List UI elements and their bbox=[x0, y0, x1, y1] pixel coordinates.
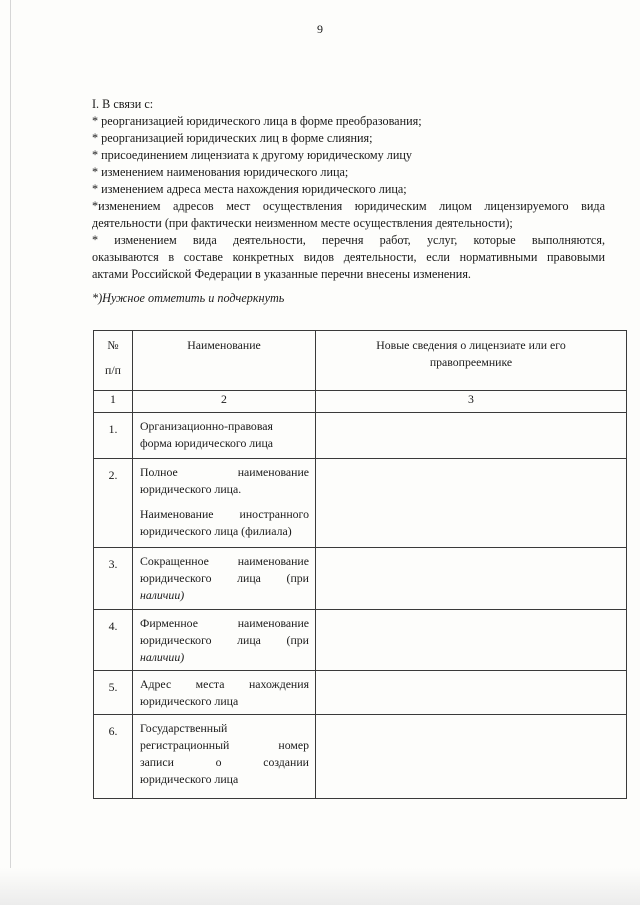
row-value-cell[interactable] bbox=[316, 715, 627, 799]
page-number: 9 bbox=[317, 22, 323, 36]
intro-item: * изменением адреса места нахождения юридического лица; bbox=[92, 182, 407, 196]
table-row bbox=[94, 459, 627, 548]
index-cell: 1 bbox=[94, 391, 133, 413]
row-label-line: Сокращенное наименование bbox=[140, 554, 309, 568]
header-num-cell bbox=[94, 331, 133, 391]
row-label-line: юридического лица (при bbox=[140, 571, 309, 585]
intro-paragraph-line: *изменением адресов мест осуществления юридическим лицом лицензируемого вида bbox=[92, 199, 605, 213]
page-left-edge bbox=[10, 0, 11, 905]
row-label-line: форма юридического лица bbox=[140, 436, 274, 450]
row-number: 1. bbox=[108, 422, 118, 436]
row-label-line: Государственный bbox=[140, 721, 228, 735]
row-label bbox=[133, 715, 315, 792]
row-label-line: Фирменное наименование bbox=[140, 616, 309, 630]
index-cell: 2 bbox=[133, 391, 316, 413]
intro-paragraph-line: актами Российской Федерации в указанные перечни внесены изменения. bbox=[92, 267, 471, 281]
intro-text bbox=[92, 96, 605, 283]
row-label-line: юридического лица bbox=[140, 772, 239, 786]
intro-item: * реорганизацией юридического лица в форме преобразования; bbox=[92, 114, 422, 128]
row-label-line: Организационно-правовая bbox=[140, 419, 273, 433]
table-row bbox=[94, 671, 627, 715]
row-label-line: наличии) bbox=[140, 650, 185, 664]
row-label-line: юридического лица (при bbox=[140, 633, 309, 647]
table-header-row bbox=[94, 331, 627, 391]
header-num-line1: № bbox=[107, 338, 119, 352]
row-label-line: наличии) bbox=[140, 588, 185, 602]
row-value-cell[interactable] bbox=[316, 548, 627, 610]
row-value-cell[interactable] bbox=[316, 459, 627, 548]
row-number: 2. bbox=[108, 468, 118, 482]
intro-paragraph-line: деятельности (при фактически неизменном месте осуществления деятельности); bbox=[92, 216, 513, 230]
row-label-line: юридического лица (филиала) bbox=[140, 524, 292, 538]
row-label bbox=[133, 610, 315, 670]
row-number: 6. bbox=[108, 724, 118, 738]
row-label bbox=[133, 671, 315, 714]
header-name-cell bbox=[133, 331, 316, 391]
header-info-cell bbox=[316, 331, 627, 391]
row-label-line: Полное наименование bbox=[140, 465, 309, 479]
intro-paragraph-line: * изменением вида деятельности, перечня работ, услуг, которые выполняются, bbox=[92, 233, 605, 247]
header-info-line2: правопреемнике bbox=[429, 355, 513, 369]
header-info-line1: Новые сведения о лицензиате или его bbox=[376, 338, 566, 352]
intro-item: * изменением наименования юридического лица; bbox=[92, 165, 349, 179]
row-number: 3. bbox=[108, 557, 118, 571]
row-label bbox=[133, 548, 315, 608]
table-row bbox=[94, 548, 627, 610]
row-label-line: Наименование иностранного bbox=[140, 507, 309, 521]
footnote-instruction: *)Нужное отметить и подчеркнуть bbox=[92, 291, 285, 305]
row-label-line: юридического лица bbox=[140, 694, 239, 708]
table-row bbox=[94, 413, 627, 459]
row-value-cell[interactable] bbox=[316, 413, 627, 459]
table-row bbox=[94, 715, 627, 799]
row-label bbox=[133, 459, 315, 544]
intro-item: * присоединением лицензиата к другому юридическому лицу bbox=[92, 148, 413, 162]
row-label bbox=[133, 413, 315, 456]
header-name: Наименование bbox=[187, 338, 261, 352]
index-cell: 3 bbox=[316, 391, 627, 413]
row-number: 4. bbox=[108, 619, 118, 633]
row-label-line: Адрес места нахождения bbox=[140, 677, 309, 691]
header-num-line2: п/п bbox=[105, 363, 121, 377]
row-label-line: юридического лица. bbox=[140, 482, 242, 496]
row-value-cell[interactable] bbox=[316, 610, 627, 671]
table-row bbox=[94, 610, 627, 671]
row-label-line: записи о создании bbox=[140, 755, 309, 769]
page-bottom-shadow bbox=[0, 868, 640, 905]
row-value-cell[interactable] bbox=[316, 671, 627, 715]
intro-heading: I. В связи с: bbox=[92, 97, 154, 111]
row-label-line: регистрационный номер bbox=[140, 738, 309, 752]
intro-item: * реорганизацией юридических лиц в форме слияния; bbox=[92, 131, 373, 145]
intro-paragraph-line: оказываются в составе конкретных видов деятельности, если нормативными правовыми bbox=[92, 250, 605, 264]
table-index-row bbox=[94, 391, 627, 413]
licensee-info-table bbox=[93, 330, 627, 799]
row-number: 5. bbox=[108, 680, 118, 694]
